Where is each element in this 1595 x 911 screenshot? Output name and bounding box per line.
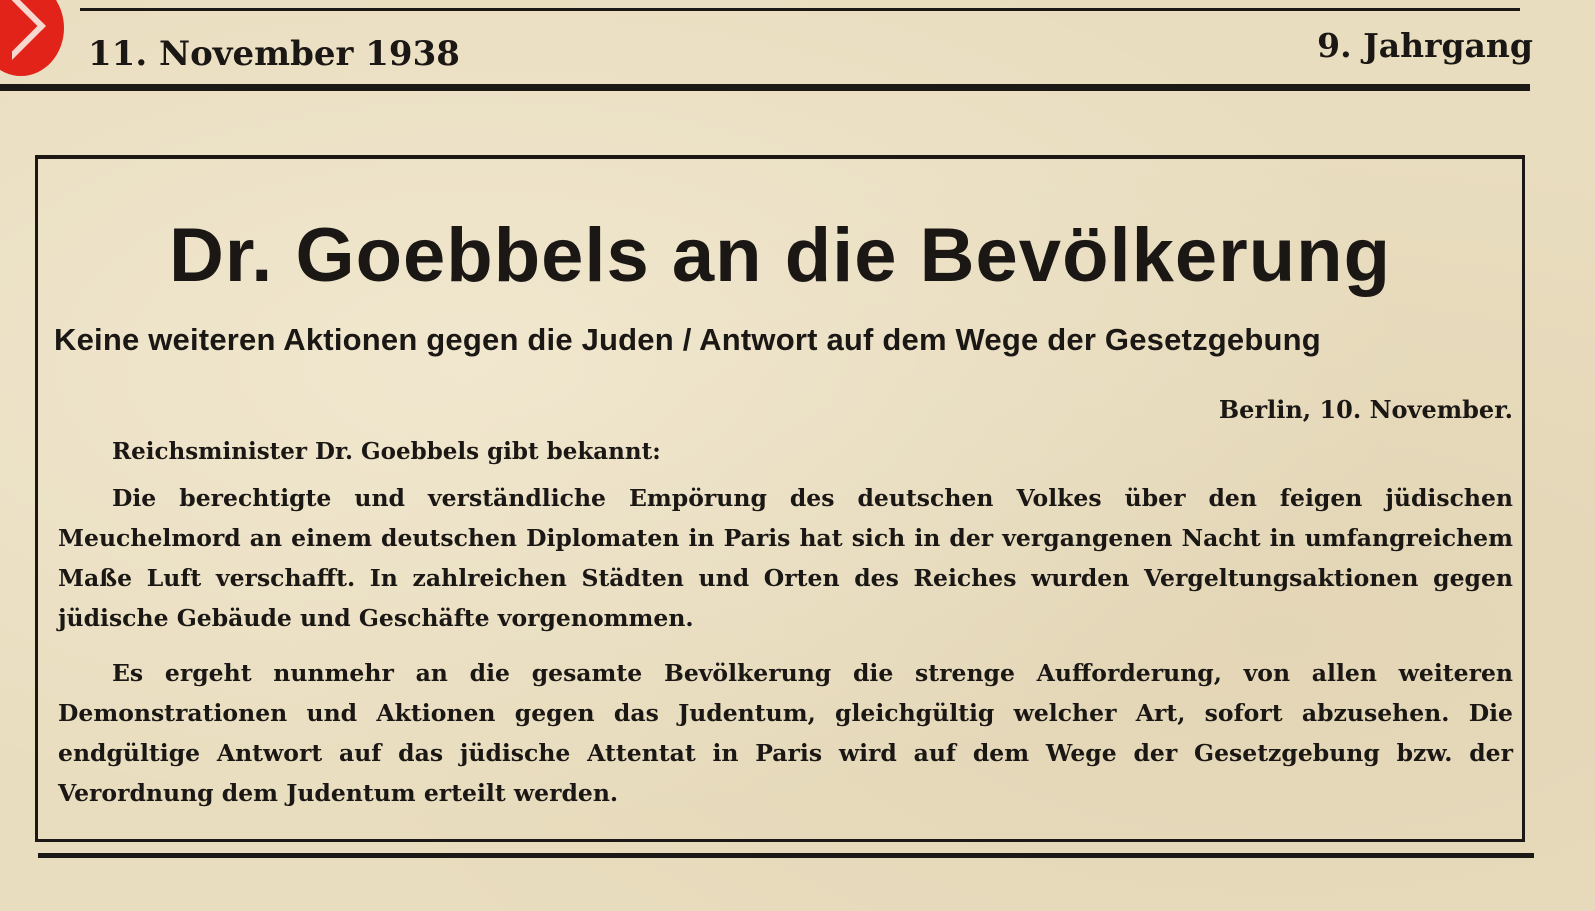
article-paragraph: Die berechtigte und verständliche Empörung des deutschen Volkes über den feigen jüdischen Meuchelmord an einem deutschen Diplomaten in Paris hat sich in der vergangenen Nacht in umfangreichem Maße Luft verschafft. In zahlreichen Städten und Orten des Reiches wurden Vergeltungsaktionen gegen jüdische Gebäude und Geschäfte vorgenommen.: [58, 484, 1513, 632]
masthead-bottom-rule: [0, 84, 1530, 91]
article-paragraph: Es ergeht nunmehr an die gesamte Bevölkerung die strenge Aufforderung, von allen weiteren Demonstrationen und Aktionen gegen das Judentum, gleichgültig welcher Art, sofort abzusehen. Die endgültige Antwort auf das jüdische Attentat in Paris wird auf dem Wege der Gesetzgebung bzw. der Verordnung dem Judentum erteilt werden.: [58, 659, 1513, 807]
masthead-top-rule: [80, 8, 1520, 11]
article-intro: Reichsminister Dr. Goebbels gibt bekannt:: [112, 438, 661, 465]
article-headline: Dr. Goebbels an die Bevölkerung: [169, 213, 1391, 298]
volume-number: 9. Jahrgang: [1317, 26, 1533, 65]
article-bottom-rule: [38, 853, 1534, 858]
article-dateline: Berlin, 10. November.: [1218, 395, 1513, 424]
stamp-mark: [0, 0, 46, 60]
article-subheadline: Keine weiteren Aktionen gegen die Juden / Antwort auf dem Wege der Gesetzgebung: [54, 322, 1321, 357]
issue-date: 11. November 1938: [88, 34, 460, 74]
